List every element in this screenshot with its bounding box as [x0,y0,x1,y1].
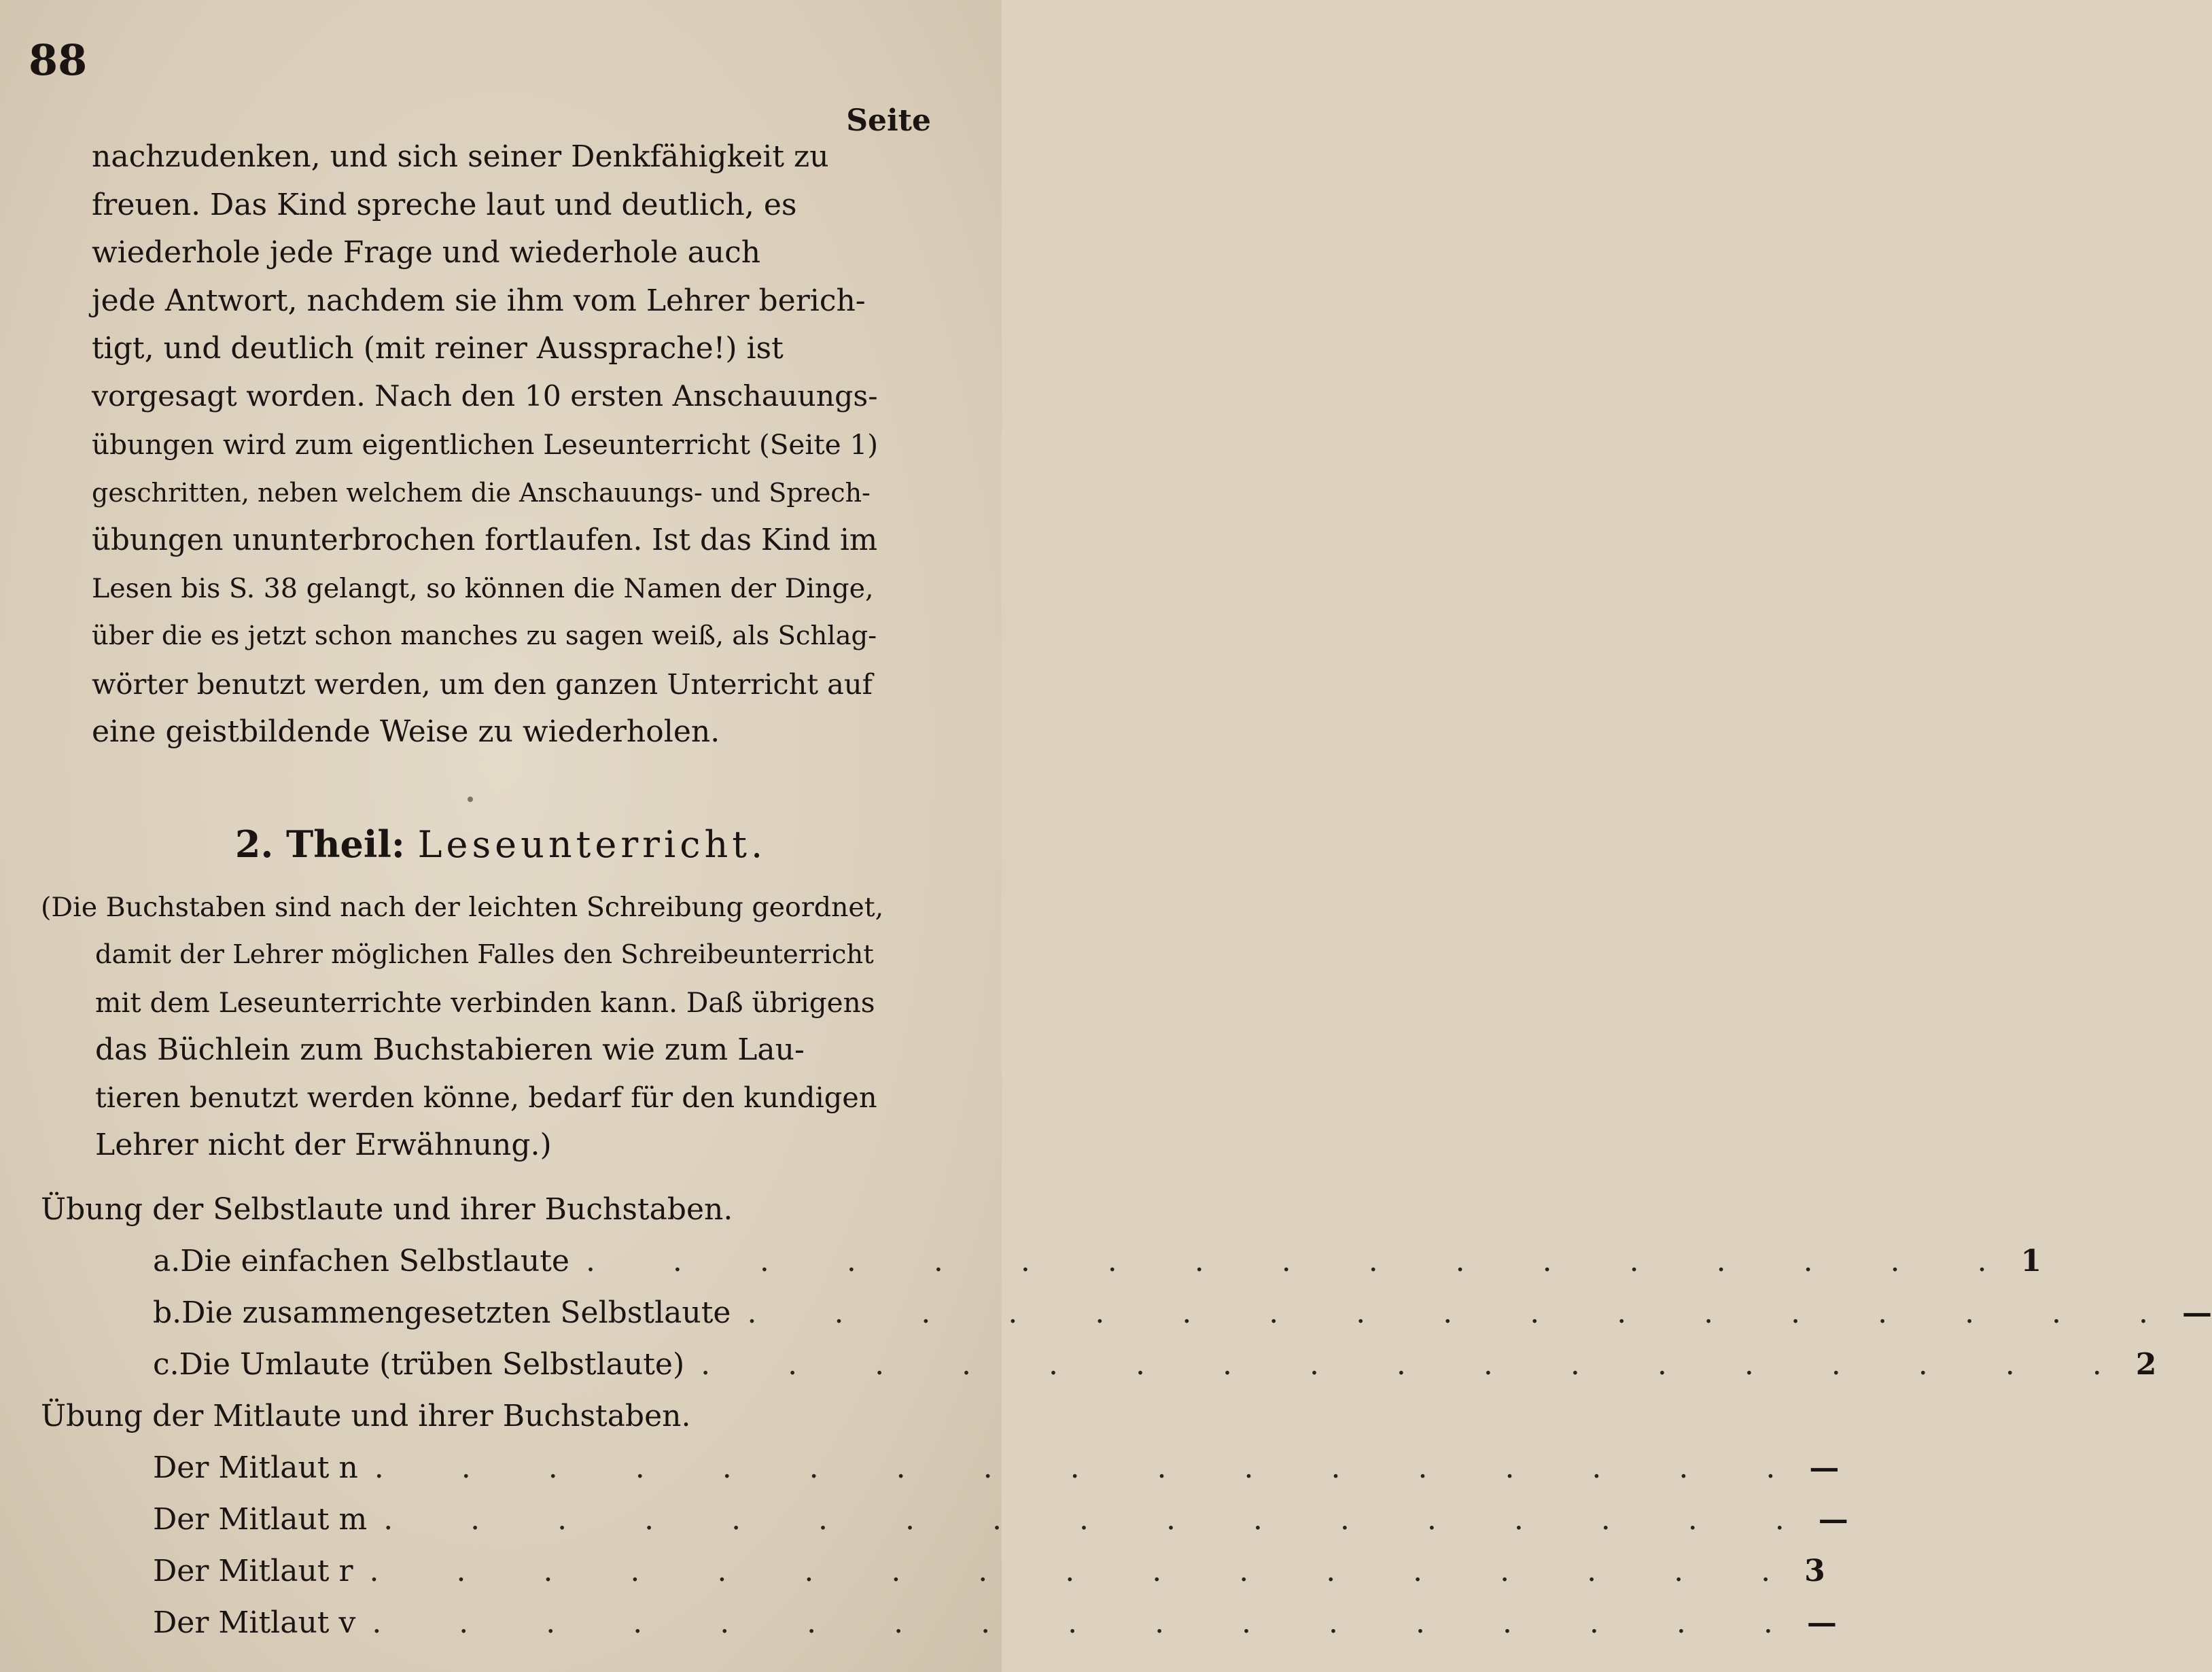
toc-entry-page: 3 [1804,1554,1825,1588]
table-of-contents [41,1184,2212,1649]
ink-speck [468,797,473,802]
paragraph-line: freuen. Das Kind spreche laut und deutlich, es [92,187,797,222]
toc-entry [41,1494,1848,1546]
toc-entry-label: Die zusammengesetzten Selbstlaute [181,1295,731,1330]
toc-leader-dots: . . . . . . . . . . . . . . . . . [372,1605,1807,1640]
note-line: damit der Lehrer möglichen Falles den Schreibeunterricht [95,939,874,970]
toc-entry [41,1442,1840,1494]
toc-heading-mitlaute: Übung der Mitlaute und ihrer Buchstaben. [41,1399,691,1433]
toc-entry-letter: a. [153,1244,181,1278]
toc-entry-letter: c. [153,1347,179,1382]
toc-entry-page: 2 [2135,1347,2157,1382]
page-number: 88 [29,35,88,85]
toc-entry-label: Der Mitlaut n [153,1450,358,1485]
section-title-rest: Leseunterricht. [417,823,767,866]
toc-entry-page: — [2182,1295,2212,1330]
note-line: tieren benutzt werden könne, bedarf für den kundigen [95,1081,877,1114]
paragraph-line: vorgesagt worden. Nach den 10 ersten Anschauungs- [92,379,878,413]
toc-entry-label: Der Mitlaut v [153,1605,356,1640]
paragraph-line: wörter benutzt werden, um den ganzen Unterricht auf [92,667,873,701]
toc-leader-dots: . . . . . . . . . . . . . . . . . [369,1554,1805,1588]
note-line: (Die Buchstaben sind nach der leichten Schreibung geordnet, [41,892,884,923]
paragraph-line: jede Antwort, nachdem sie ihm vom Lehrer berich- [92,283,866,318]
paragraph-line: tigt, und deutlich (mit reiner Aussprache!) ist [92,331,784,366]
header-seite: Seite [846,103,931,138]
section-title-bold: 2. Theil: [234,822,405,866]
toc-entry-label: Der Mitlaut m [153,1502,368,1537]
toc-entry-page: — [1806,1605,1837,1640]
toc-entry-label: Die Umlaute (trüben Selbstlaute) [179,1347,685,1382]
toc-leader-dots: . . . . . . . . . . . . . . . . . [701,1347,2136,1382]
paragraph-line: über die es jetzt schon manches zu sagen weiß, als Schlag- [92,621,877,651]
toc-entry-page: — [1809,1450,1840,1485]
toc-entry-label: Der Mitlaut r [153,1554,353,1588]
paragraph-line: übungen wird zum eigentlichen Leseunterricht (Seite 1) [92,428,879,461]
body-paragraph [92,133,880,756]
paragraph-line: Lesen bis S. 38 gelangt, so können die Namen der Dinge, [92,572,874,604]
toc-entry [41,1287,2212,1339]
editorial-note [41,884,883,1169]
toc-leader-dots: . . . . . . . . . . . . . . . . . [747,1295,2183,1330]
toc-leader-dots: . . . . . . . . . . . . . . . . . [374,1450,1810,1485]
toc-entry [41,1597,1837,1649]
note-line: das Büchlein zum Buchstabieren wie zum Lau- [95,1032,805,1067]
section-title [0,822,1002,866]
toc-leader-dots: . . . . . . . . . . . . . . . . . [585,1244,2021,1278]
toc-entry-page: 1 [2020,1244,2042,1278]
toc-heading-selbstlaute: Übung der Selbstlaute und ihrer Buchstaben. [41,1192,733,1227]
paragraph-line: geschritten, neben welchem die Anschauungs- und Sprech- [92,477,871,508]
paragraph-line: übungen ununterbrochen fortlaufen. Ist das Kind im [92,523,878,557]
paragraph-line: wiederhole jede Frage und wiederhole auch [92,235,761,270]
paragraph-line: nachzudenken, und sich seiner Denkfähigkeit zu [92,139,829,174]
toc-entry-letter: b. [153,1295,182,1330]
toc-leader-dots: . . . . . . . . . . . . . . . . . [383,1502,1819,1537]
paragraph-line: eine geistbildende Weise zu wiederholen. [92,714,720,749]
toc-entry [41,1236,2042,1287]
toc-entry-page: — [1818,1502,1848,1537]
toc-entry [41,1339,2157,1391]
note-line: mit dem Leseunterrichte verbinden kann. Daß übrigens [95,986,875,1019]
toc-entry [41,1546,1825,1597]
note-line: Lehrer nicht der Erwähnung.) [95,1128,552,1162]
toc-entry-label: Die einfachen Selbstlaute [180,1244,569,1278]
